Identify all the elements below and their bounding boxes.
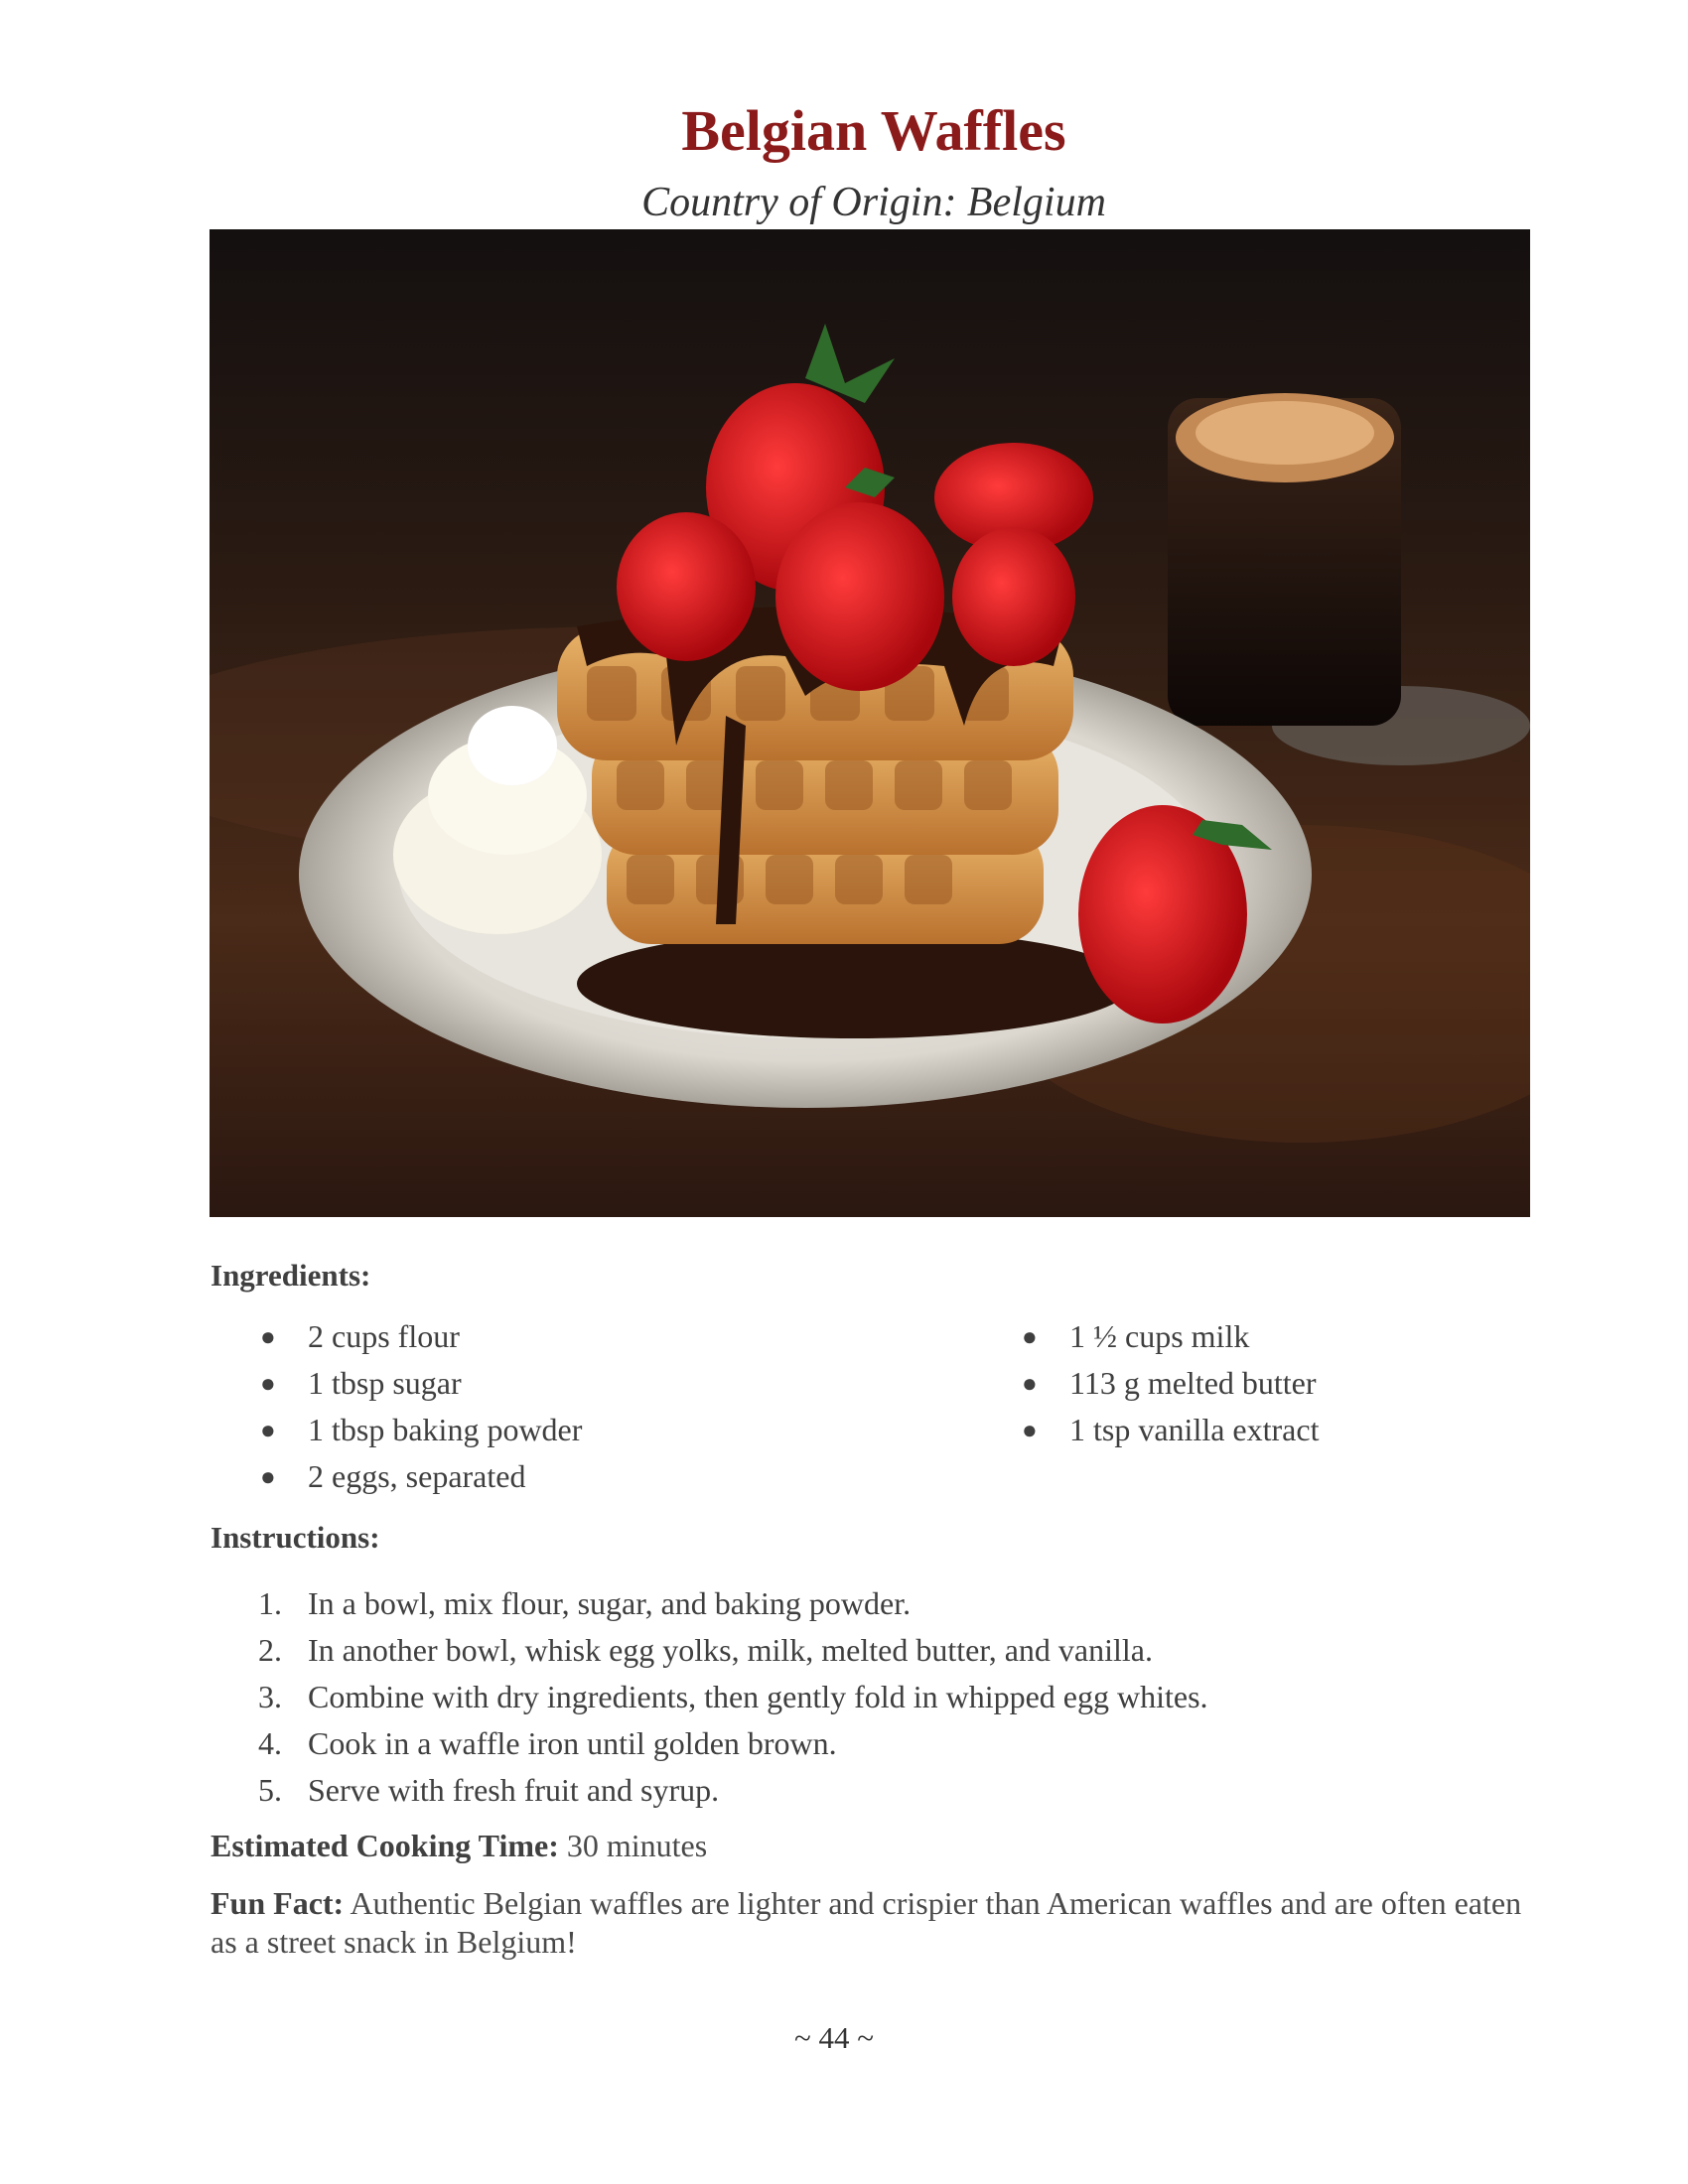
cooking-time-value: 30 minutes (566, 1828, 708, 1863)
fun-fact (211, 1884, 1531, 1962)
list-item: ● 2 eggs, separated (260, 1458, 526, 1494)
ingredients-list-left (211, 1313, 582, 1500)
list-item: 5. Serve with fresh fruit and syrup. (258, 1772, 720, 1808)
country-of-origin: Country of Origin: Belgium (641, 180, 1106, 225)
list-item: ● 2 cups flour (260, 1318, 460, 1354)
page-number: ~ 44 ~ (793, 2020, 875, 2055)
list-item: ● 1 tsp vanilla extract (1022, 1412, 1320, 1447)
list-item: ● 1 tbsp baking powder (260, 1412, 583, 1447)
ingredients-list-right (972, 1313, 1319, 1453)
list-item: ● 1 tbsp sugar (260, 1365, 462, 1401)
instructions-list (211, 1580, 1208, 1814)
list-item: ● 113 g melted butter (1022, 1365, 1317, 1401)
cooking-time-label: Estimated Cooking Time: (211, 1828, 559, 1863)
list-item: 2. In another bowl, whisk egg yolks, milk, melted butter, and vanilla. (258, 1632, 1153, 1668)
list-item: 3. Combine with dry ingredients, then gently fold in whipped egg whites. (258, 1679, 1208, 1714)
list-item: ● 1 ½ cups milk (1022, 1318, 1250, 1354)
instructions-heading: Instructions: (211, 1520, 380, 1555)
fun-fact-label: Fun Fact: (211, 1885, 345, 1921)
ingredients-heading: Ingredients: (211, 1258, 371, 1293)
belgian-waffles-illustration (210, 229, 1530, 1217)
list-item: 4. Cook in a waffle iron until golden brown. (258, 1725, 837, 1761)
cooking-time (211, 1827, 1531, 1865)
fun-fact-text: Authentic Belgian waffles are lighter and crispier than American waffles and are often eaten as a street snack in Belgium! (211, 1885, 1522, 1960)
recipe-photo (210, 229, 1530, 1217)
recipe-title: Belgian Waffles (681, 98, 1066, 163)
list-item: 1. In a bowl, mix flour, sugar, and baking powder. (258, 1585, 912, 1621)
